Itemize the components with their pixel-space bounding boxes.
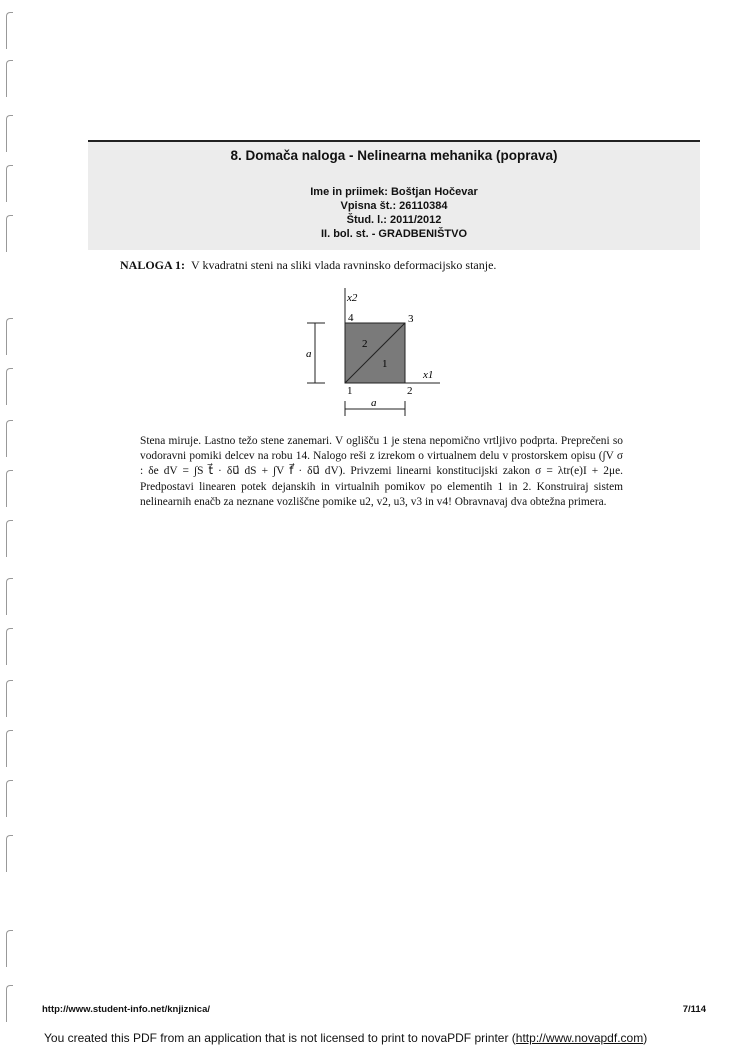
element-1: 1 (382, 358, 388, 370)
node-2: 2 (407, 385, 413, 397)
dim-label-vertical: a (306, 348, 312, 360)
task-body: Stena miruje. Lastno težo stene zanemari. V oglišču 1 je stena nepomično vrtljivo podprta. Preprečeni so vodoravni pomiki delcev na robu 14. Nalogo reši z izrekom o virtualnem delu v prostorskem opisu (∫V σ : δe dV = ∫S t⃗ · δu⃗ dS + ∫V f⃗ · δu⃗ dV). Privzemi linearni konstitucijski zakon σ = λtr(e)I + 2μe. Predpostavi linearen potek dejanskih in virtualnih pomikov po elementih 1 in 2. Konstruiraj sistem nelinearnih enačb za neznane vozliščne pomike u2, v2, u3, v3 in v4! Obravnavaj dva obtežna primera. (140, 435, 623, 508)
binding-mark (6, 420, 13, 457)
task-intro: V kvadratni steni na sliki vlada ravninsko deformacijsko stanje. (191, 258, 497, 272)
dim-label-horizontal: a (371, 397, 377, 409)
binding-mark (6, 780, 13, 817)
binding-mark (6, 470, 13, 507)
element-2: 2 (362, 338, 368, 350)
license-notice (44, 1031, 647, 1045)
novapdf-link[interactable]: http://www.novapdf.com (515, 1031, 644, 1045)
square-wall-figure (290, 285, 460, 425)
x1-label: x1 (423, 369, 434, 381)
binding-mark (6, 835, 13, 872)
binding-mark (6, 680, 13, 717)
node-3: 3 (408, 313, 414, 325)
notice-text: You created this PDF from an application that is not licensed to print to novaPDF printer ( (44, 1031, 516, 1045)
page-number: 7/114 (682, 1004, 706, 1015)
binding-mark (6, 578, 13, 615)
binding-mark (6, 930, 13, 967)
binding-mark (6, 12, 13, 49)
student-id: Vpisna št.: 26110384 (340, 200, 448, 212)
task-heading (120, 258, 496, 273)
study-program: II. bol. st. - GRADBENIŠTVO (320, 228, 468, 240)
binding-mark (6, 985, 13, 1022)
binding-mark (6, 730, 13, 767)
task-label: NALOGA 1: (120, 258, 186, 272)
binding-mark (6, 215, 13, 252)
binding-mark (6, 115, 13, 152)
document-title: 8. Domača naloga - Nelinearna mehanika (poprava) (230, 148, 558, 163)
binding-mark (6, 628, 13, 665)
footer-url: http://www.student-info.net/knjiznica/ (42, 1004, 210, 1015)
binding-mark (6, 165, 13, 202)
x2-label: x2 (347, 292, 358, 304)
binding-mark (6, 318, 13, 355)
node-1: 1 (347, 385, 353, 397)
node-4: 4 (348, 312, 354, 324)
binding-mark (6, 60, 13, 97)
notice-close: ) (643, 1031, 648, 1045)
study-year: Štud. l.: 2011/2012 (346, 214, 442, 226)
binding-mark (6, 368, 13, 405)
binding-mark (6, 520, 13, 557)
student-name: Ime in priimek: Boštjan Hočevar (310, 186, 478, 198)
header-box (88, 140, 700, 250)
